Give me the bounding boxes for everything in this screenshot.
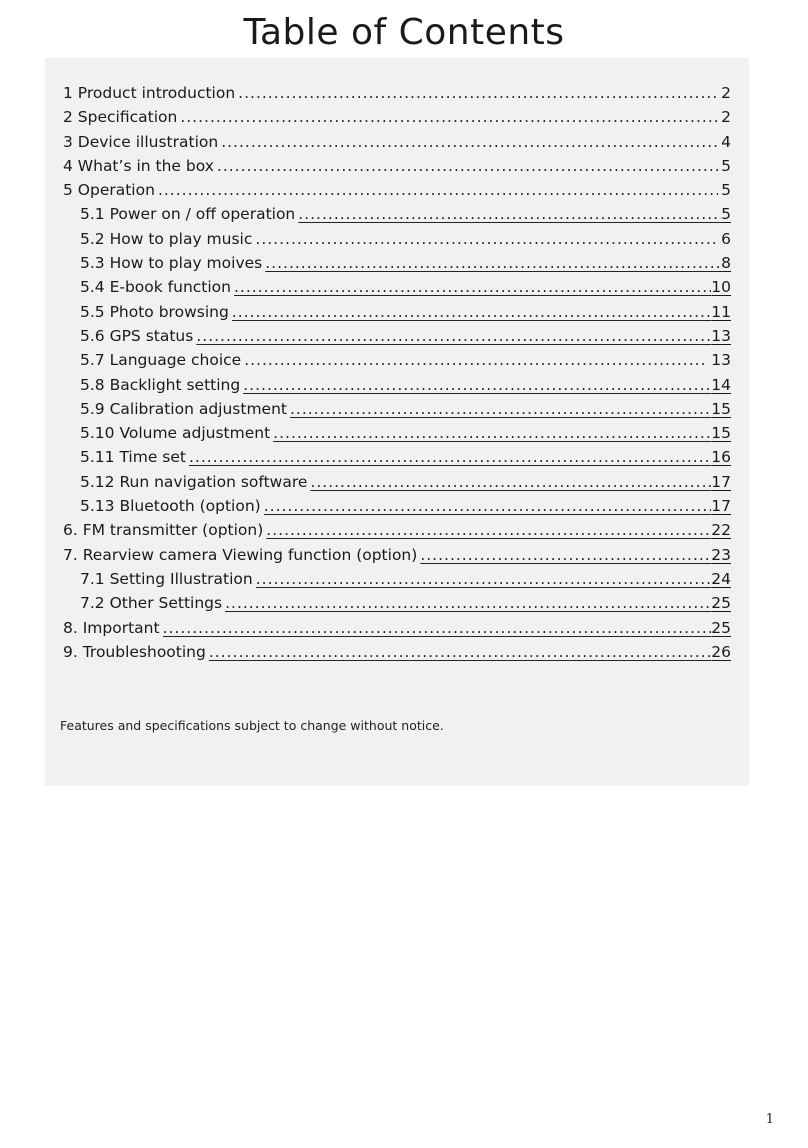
toc-entry-page: 8 [721,254,731,273]
toc-entry-label: 5.11 Time set [80,448,186,467]
toc-entry-page: 24 [711,569,731,588]
toc-entry-label: 5 Operation [63,181,155,200]
toc-entry-label: 5.1 Power on / off operation [80,205,296,224]
toc-entry-label: 4 What’s in the box [63,156,214,175]
toc-entry-label: 5.4 E-book function [80,278,231,297]
toc-entry-page: 26 [711,642,731,661]
toc-entry-page: 2 [721,84,731,102]
toc-entry[interactable] [63,400,731,424]
toc-leader-dots [420,546,711,564]
toc-leader-dots [244,351,708,369]
toc-entry[interactable] [63,497,731,521]
toc-entry-label: 5.6 GPS status [80,326,194,345]
toc-entry-label: 3 Device illustration [63,132,219,151]
toc-leader-dots [217,157,718,175]
toc-entry-label: 5.10 Volume adjustment [80,424,271,443]
toc-entry[interactable] [63,205,731,229]
toc-leader-dots [232,303,711,321]
toc-leader-dots [225,594,711,612]
toc-entry-label: 9. Troubleshooting [63,642,206,661]
toc-entry-label: 1 Product introduction [63,84,236,102]
toc-leader-dots [238,84,718,102]
toc-entry-page: 6 [721,229,731,248]
toc-entry-page: 15 [711,424,731,443]
toc-entry-label: 7.2 Other Settings [80,594,223,613]
toc-entry-page: 23 [711,545,731,564]
toc-entry-page: 10 [711,278,731,297]
toc-entry-page: 5 [721,156,731,175]
toc-entry-label: 5.7 Language choice [80,351,242,370]
toc-entry-label: 5.5 Photo browsing [80,302,229,321]
toc-entry-page: 14 [711,375,731,394]
toc-leader-dots [196,327,711,345]
toc-entry[interactable] [63,108,731,132]
toc-leader-dots [163,619,712,637]
toc-leader-dots [265,254,721,272]
toc-leader-dots [255,230,718,248]
toc-leader-dots [234,278,711,296]
toc-entry-label: 6. FM transmitter (option) [63,521,264,540]
toc-entry-page: 25 [711,594,731,613]
toc-entry-page: 17 [711,497,731,516]
toc-entry[interactable] [63,619,731,643]
toc-entry-page: 5 [721,205,731,224]
toc-entry[interactable] [63,351,731,375]
toc-entry[interactable] [63,278,731,302]
toc-leader-dots [266,521,711,539]
toc-entry-label: 2 Specification [63,108,178,127]
toc-entry[interactable] [63,133,731,157]
toc-entry-label: 5.2 How to play music [80,229,253,248]
toc-entry-page: 2 [721,108,731,127]
toc-leader-dots [243,376,711,394]
toc-leader-dots [189,448,711,466]
toc-entry-label: 5.3 How to play moives [80,254,263,273]
toc-leader-dots [264,497,712,515]
toc-entry-page: 11 [711,302,731,321]
toc-entry[interactable] [63,157,731,181]
toc-entry[interactable] [63,327,731,351]
toc-entry-page: 4 [721,132,731,151]
toc-list [63,84,731,667]
toc-leader-dots [298,205,721,223]
toc-entry[interactable] [63,303,731,327]
toc-entry-page: 5 [721,181,731,200]
toc-entry[interactable] [63,643,731,667]
toc-entry-label: 5.12 Run navigation software [80,472,308,491]
toc-entry-label: 7. Rearview camera Viewing function (option) [63,545,418,564]
toc-entry[interactable] [63,254,731,278]
toc-leader-dots [158,181,718,199]
toc-entry-page: 17 [711,472,731,491]
toc-entry-page: 13 [711,351,731,370]
toc-entry-label: 7.1 Setting Illustration [80,569,253,588]
toc-entry[interactable] [63,570,731,594]
toc-entry-page: 22 [711,521,731,540]
toc-leader-dots [209,643,711,661]
page-title: Table of Contents [243,12,565,53]
toc-entry-page: 16 [711,448,731,467]
toc-entry[interactable] [63,521,731,545]
toc-entry[interactable] [63,594,731,618]
page-number: 1 [765,1112,774,1127]
toc-entry[interactable] [63,424,731,448]
toc-entry[interactable] [63,473,731,497]
toc-leader-dots [310,473,711,491]
toc-entry[interactable] [63,376,731,400]
toc-leader-dots [273,424,711,442]
toc-entry-label: 5.8 Backlight setting [80,375,241,394]
notice-text: Features and specifications subject to change without notice. [60,718,444,733]
toc-entry[interactable] [63,448,731,472]
toc-leader-dots [290,400,711,418]
toc-entry[interactable] [63,230,731,254]
toc-entry-label: 5.13 Bluetooth (option) [80,497,261,516]
toc-entry-page: 25 [711,618,731,637]
toc-panel [45,58,749,786]
toc-entry[interactable] [63,546,731,570]
toc-entry-label: 5.9 Calibration adjustment [80,399,287,418]
toc-entry-page: 13 [711,326,731,345]
toc-leader-dots [256,570,712,588]
toc-leader-dots [221,133,718,151]
toc-entry-page: 15 [711,399,731,418]
toc-entry[interactable] [63,84,731,108]
toc-entry[interactable] [63,181,731,205]
toc-entry-label: 8. Important [63,618,160,637]
toc-leader-dots [180,108,718,126]
